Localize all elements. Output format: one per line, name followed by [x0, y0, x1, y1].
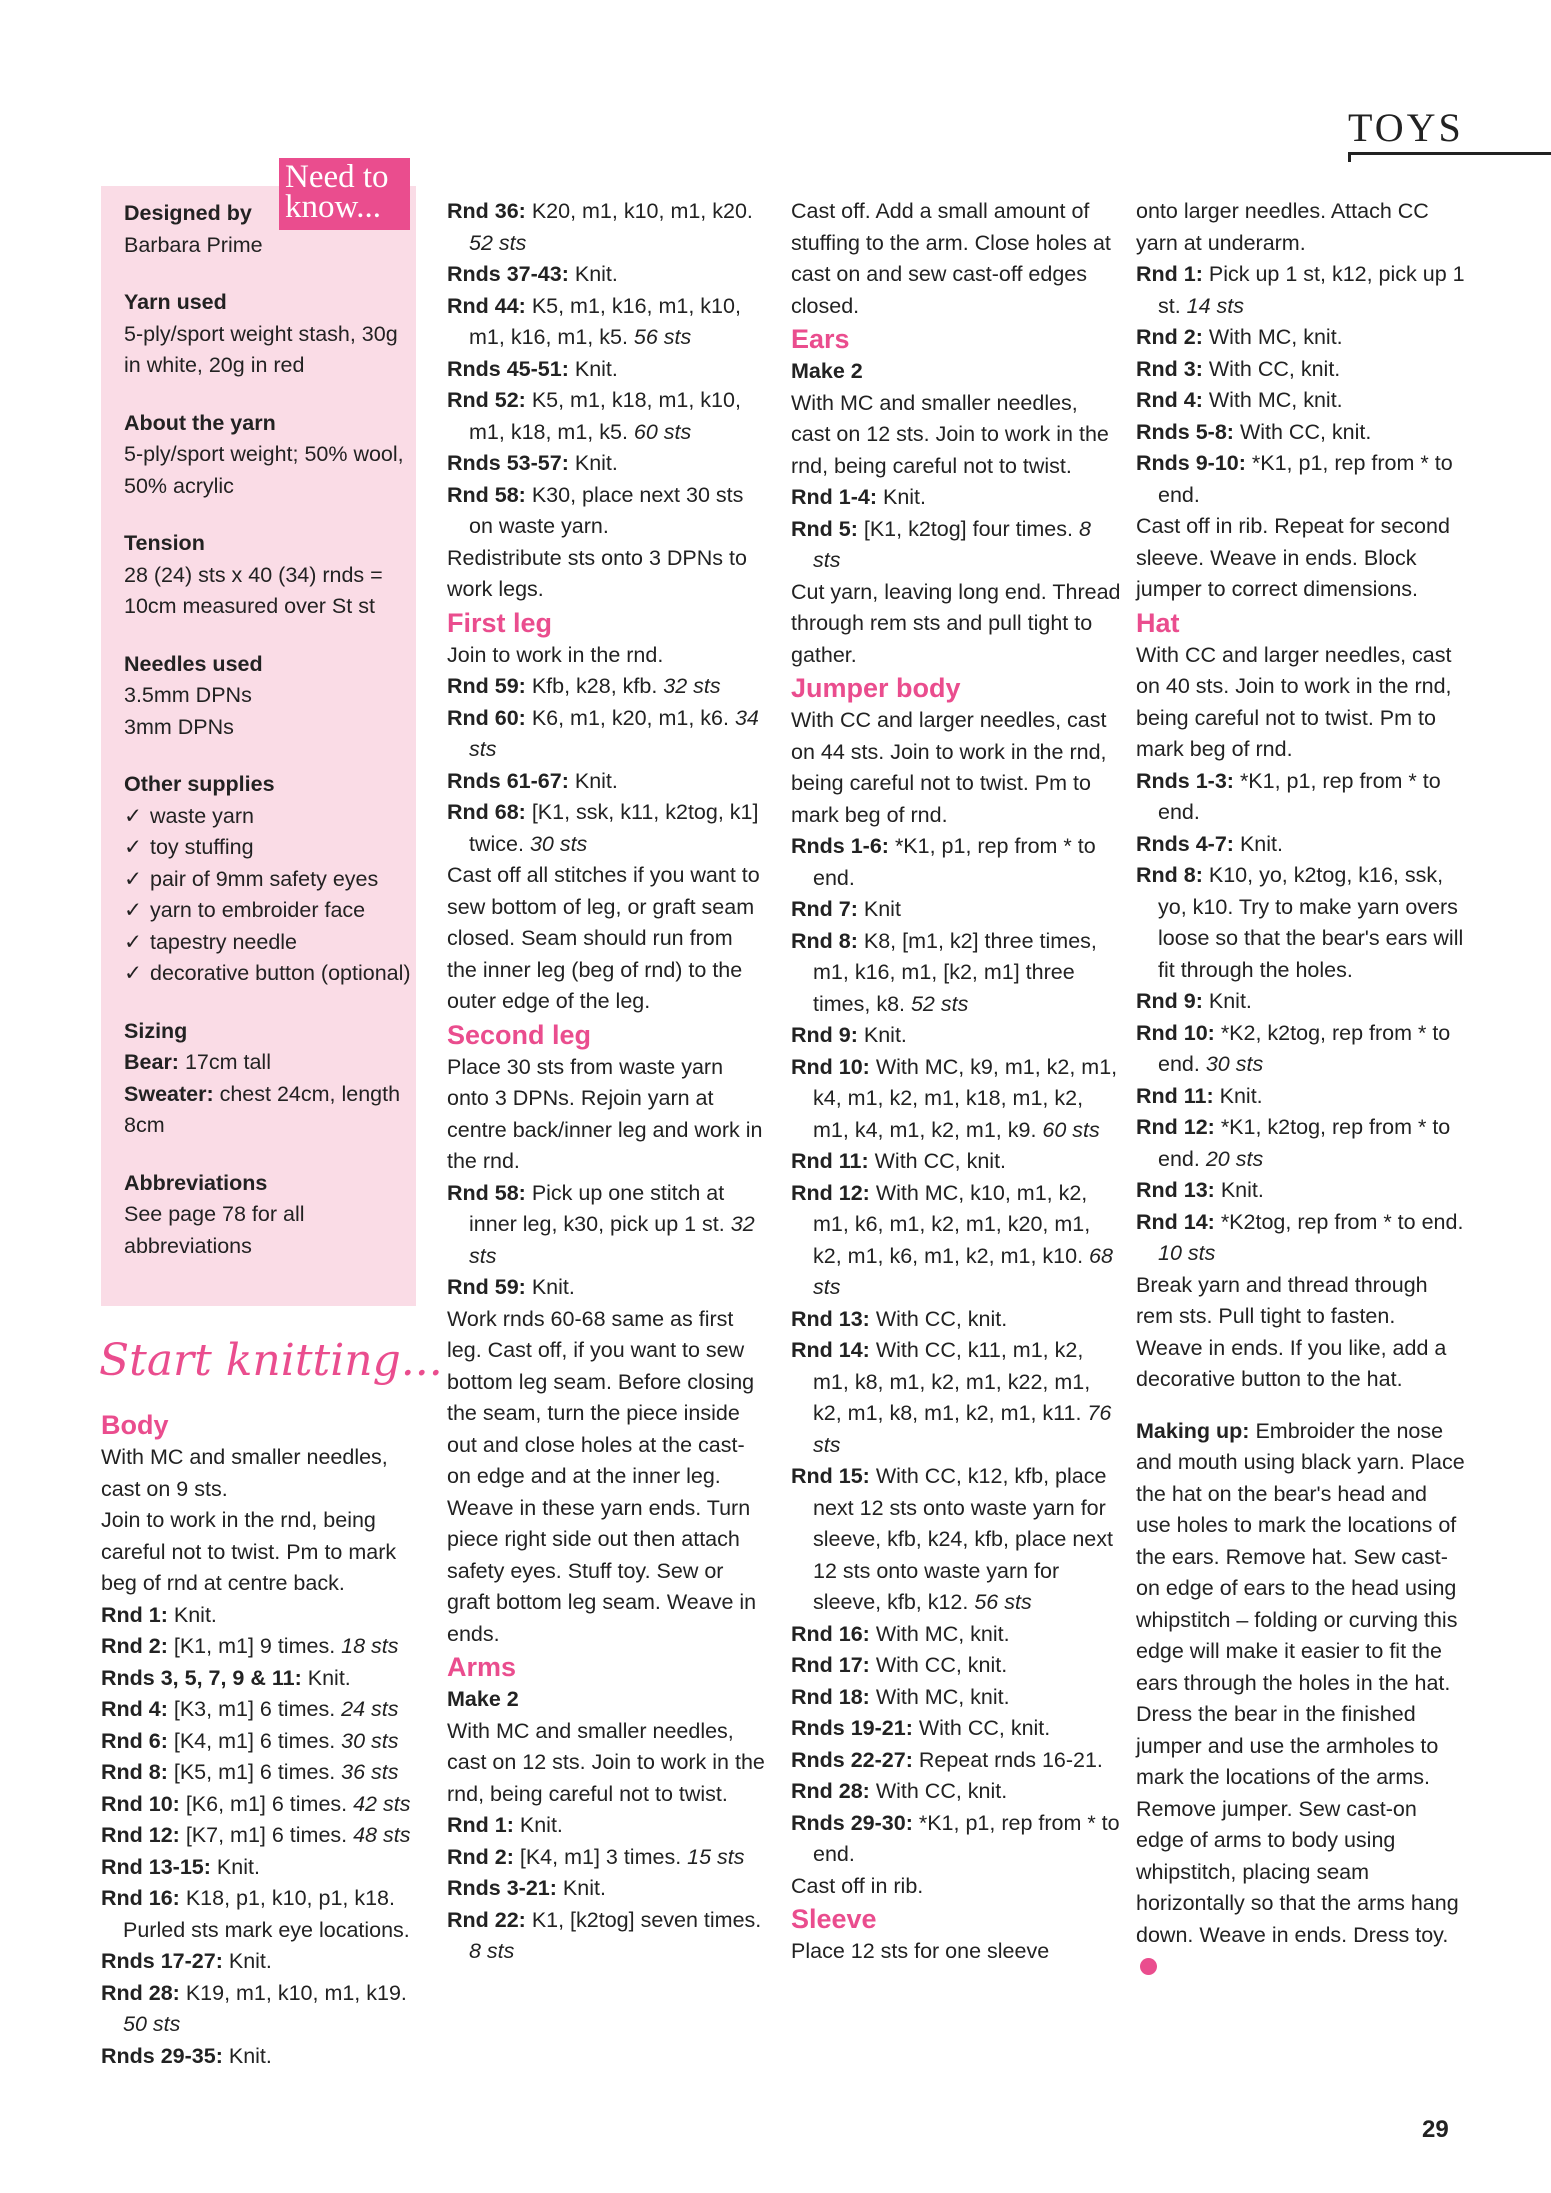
page-number: 29: [1422, 2116, 1449, 2143]
tick-icon: ✓: [124, 961, 143, 985]
needle-item: 3.5mm DPNs: [124, 683, 252, 707]
section-heading: Second leg: [447, 1019, 592, 1050]
paragraph: Cast off. Add a small amount of stuffing to the arm. Close holes at cast on and sew cast-off edges closed.: [791, 199, 1111, 318]
round-instruction: Rnds 3-21: Knit.: [447, 1876, 606, 1900]
round-instruction: Rnd 3: With CC, knit.: [1136, 356, 1341, 381]
supply-item: ✓ tapestry needle: [124, 927, 414, 959]
round-instruction: Rnd 10: *K2, k2tog, rep from * to end. 30 sts: [1136, 1020, 1451, 1076]
supplies-label: Other supplies: [124, 772, 275, 796]
paragraph: Cast off all stitches if you want to sew bottom of leg, or graft seam closed. Seam should run from the inner leg (beg of rnd) to the outer edge of the leg.: [447, 863, 760, 1013]
section-tag: TOYS: [1348, 105, 1464, 150]
round-instruction: Rnd 12: [K7, m1] 6 times. 48 sts: [101, 1823, 411, 1847]
round-instruction: Rnds 4-7: Knit.: [1136, 831, 1283, 856]
round-instruction: Rnd 13: Knit.: [1136, 1178, 1264, 1202]
paragraph: Work rnds 60-68 same as first leg. Cast off, if you want to sew bottom leg seam. Before closing the seam, turn the piece inside out and close holes at the cast-on edge and at the inner leg. Weave in these yarn ends. Turn piece right side out then attach safety eyes. Stuff toy. Sew or graft bottom leg seam. Weave in ends.: [447, 1306, 757, 1646]
round-instruction: Rnd 13: With CC, knit.: [791, 1306, 1008, 1331]
tick-icon: ✓: [124, 898, 143, 922]
round-instruction: Rnd 9: Knit.: [1136, 989, 1252, 1013]
round-instruction: Rnd 1: Knit.: [101, 1602, 217, 1627]
round-instruction: Rnds 53-57: Knit.: [447, 451, 618, 475]
round-instruction: Rnd 5: [K1, k2tog] four times. 8 sts: [791, 516, 1091, 572]
round-instruction: Rnd 2: [K1, m1] 9 times. 18 sts: [101, 1634, 399, 1658]
round-instruction: Rnds 22-27: Repeat rnds 16-21.: [791, 1747, 1103, 1772]
round-instruction: Rnd 2: [K4, m1] 3 times. 15 sts: [447, 1844, 745, 1869]
start-knitting-title: Start knitting...: [99, 1335, 443, 1386]
tension-block: [124, 528, 414, 623]
yarn-ball-icon: [1140, 1958, 1157, 1975]
needles-label: Needles used: [124, 651, 263, 676]
round-instruction: Rnd 17: With CC, knit.: [791, 1653, 1008, 1677]
tick-icon: ✓: [124, 929, 143, 954]
round-instruction: Rnd 16: With MC, knit.: [791, 1621, 1010, 1646]
paragraph: Join to work in the rnd, being careful not to twist. Pm to mark beg of rnd at centre back.: [101, 1508, 397, 1595]
paragraph: With MC and smaller needles, cast on 12 sts. Join to work in the rnd, being careful not to twist.: [447, 1718, 765, 1806]
need-to-know-content: [124, 198, 414, 1288]
abbreviations-value: See page 78 for all abbreviations: [124, 1202, 305, 1258]
round-instruction: Rnd 10: With MC, k9, m1, k2, m1, k4, m1, k2, m1, k18, m1, k2, m1, k4, m1, k2, m1, k9. 60 sts: [791, 1054, 1118, 1142]
round-instruction: Rnds 1-3: *K1, p1, rep from * to end.: [1136, 768, 1441, 824]
paragraph: With MC and smaller needles, cast on 12 sts. Join to work in the rnd, being careful not to twist.: [791, 390, 1109, 478]
designed-by-block: [124, 198, 414, 261]
round-instruction: Rnd 14: With CC, k11, m1, k2, m1, k8, m1, k2, m1, k22, m1, k2, m1, k8, m1, k2, m1, k11. 76 sts: [791, 1338, 1112, 1457]
section-heading: Arms: [447, 1652, 517, 1682]
paragraph: onto larger needles. Attach CC yarn at underarm.: [1136, 199, 1429, 255]
round-instruction: Rnd 11: With CC, knit.: [791, 1149, 1007, 1173]
round-instruction: Rnd 60: K6, m1, k20, m1, k6. 34 sts: [447, 705, 759, 761]
supply-item: ✓ yarn to embroider face: [124, 895, 414, 927]
section-rule: [1348, 152, 1551, 155]
round-instruction: Rnd 59: Knit.: [447, 1275, 575, 1299]
sizing-label: Sizing: [124, 1018, 188, 1043]
round-instruction: Rnds 5-8: With CC, knit.: [1136, 419, 1372, 444]
round-instruction: Rnd 16: K18, p1, k10, p1, k18. Purled sts mark eye locations.: [101, 1886, 410, 1942]
column-2: [447, 196, 767, 1968]
paragraph: Cut yarn, leaving long end. Thread through rem sts and pull tight to gather.: [791, 579, 1121, 667]
round-instruction: Rnd 2: With MC, knit.: [1136, 325, 1343, 349]
section-heading: First leg: [447, 607, 553, 638]
tension-value: 28 (24) sts x 40 (34) rnds = 10cm measured over St st: [124, 562, 383, 618]
round-instruction: Rnd 9: Knit.: [791, 1023, 907, 1047]
round-instruction: Rnds 17-27: Knit.: [101, 1949, 272, 1973]
abbreviations-label: Abbreviations: [124, 1170, 268, 1195]
section-heading: Jumper body: [791, 673, 961, 703]
paragraph: With CC and larger needles, cast on 44 sts. Join to work in the rnd, being careful not to twist. Pm to mark beg of rnd.: [791, 708, 1107, 827]
paragraph: Place 30 sts from waste yarn onto 3 DPNs. Rejoin yarn at centre back/inner leg and work in the rnd.: [447, 1054, 763, 1173]
section-rule-tick: [1348, 152, 1351, 162]
paragraph: Join to work in the rnd.: [447, 642, 664, 667]
round-instruction: Rnd 15: With CC, k12, kfb, place next 12 sts onto waste yarn for sleeve, kfb, k24, kfb, place next 12 sts onto waste yarn for sleeve, kfb, k12. 56 sts: [791, 1464, 1113, 1614]
about-yarn-value: 5-ply/sport weight; 50% wool, 50% acrylic: [124, 442, 404, 498]
round-instruction: Rnd 44: K5, m1, k16, m1, k10, m1, k16, m1, k5. 56 sts: [447, 293, 741, 349]
tension-label: Tension: [124, 531, 205, 555]
tick-icon: ✓: [124, 835, 143, 859]
about-yarn-block: [124, 408, 414, 503]
yarn-used-block: [124, 287, 414, 382]
round-instruction: Rnd 8: [K5, m1] 6 times. 36 sts: [101, 1760, 399, 1784]
needle-item: 3mm DPNs: [124, 714, 234, 739]
round-instruction: Rnd 22: K1, [k2tog] seven times. 8 sts: [447, 1907, 762, 1963]
making-up-paragraph: Making up: Embroider the nose and mouth using black yarn. Place the hat on the bear's head and use holes to mark the locations of the ears. Remove hat. Sew cast-on edge of ears to the head using whipstitch – folding or curving this edge will make it easier to fit the ears through the holes in the hat. Dress the bear in the finished jumper and use the armholes to mark the locations of the arms. Remove jumper. Sew cast-on edge of arms to body using whipstitch, placing seam horizontally so that the arms hang down. Weave in ends. Dress toy.: [1136, 1416, 1466, 1983]
round-instruction: Rnd 1: Pick up 1 st, k12, pick up 1 st. 14 sts: [1136, 262, 1465, 318]
round-instruction: Rnd 8: K10, yo, k2tog, k16, ssk, yo, k10. Try to make yarn overs loose so that the bear's ears will fit through the holes.: [1136, 863, 1464, 982]
round-instruction: Rnds 37-43: Knit.: [447, 262, 618, 286]
supply-item: ✓ toy stuffing: [124, 832, 414, 864]
round-instruction: Rnds 29-35: Knit.: [101, 2043, 272, 2068]
paragraph: With CC and larger needles, cast on 40 sts. Join to work in the rnd, being careful not to twist. Pm to mark beg of rnd.: [1136, 642, 1452, 761]
tick-icon: ✓: [124, 803, 143, 828]
paragraph: Cast off in rib. Repeat for second sleeve. Weave in ends. Block jumper to correct dimensions.: [1136, 514, 1450, 601]
about-yarn-label: About the yarn: [124, 410, 276, 435]
round-instruction: Rnds 1-6: *K1, p1, rep from * to end.: [791, 834, 1096, 890]
paragraph: Place 12 sts for one sleeve: [791, 1939, 1050, 1963]
round-instruction: Rnd 4: With MC, knit.: [1136, 388, 1343, 412]
round-instruction: Rnds 61-67: Knit.: [447, 768, 618, 793]
sizing-block: [124, 1016, 414, 1142]
round-instruction: Rnd 1: Knit.: [447, 1813, 563, 1837]
round-instruction: Rnd 12: With MC, k10, m1, k2, m1, k6, m1, k2, m1, k20, m1, k2, m1, k6, m1, k2, m1, k10. 68 sts: [791, 1180, 1113, 1299]
paragraph: Break yarn and thread through rem sts. Pull tight to fasten. Weave in ends. If you like, add a decorative button to the hat.: [1136, 1272, 1447, 1391]
yarn-used-value: 5-ply/sport weight stash, 30g in white, 20g in red: [124, 321, 398, 377]
make-count: Make 2: [447, 1687, 519, 1711]
column-4: [1136, 196, 1466, 1983]
paragraph: Cast off in rib.: [791, 1873, 924, 1898]
supply-item: ✓ pair of 9mm safety eyes: [124, 864, 414, 896]
round-instruction: Rnd 28: With CC, knit.: [791, 1779, 1008, 1803]
round-instruction: Rnds 45-51: Knit.: [447, 356, 618, 381]
section-heading: Hat: [1136, 607, 1180, 638]
designed-by-label: Designed by: [124, 201, 252, 225]
round-instruction: Rnd 10: [K6, m1] 6 times. 42 sts: [101, 1791, 411, 1816]
yarn-used-label: Yarn used: [124, 290, 227, 314]
round-instruction: Rnd 58: Pick up one stitch at inner leg, k30, pick up 1 st. 32 sts: [447, 1180, 755, 1268]
paragraph: With MC and smaller needles, cast on 9 sts.: [101, 1445, 388, 1501]
round-instruction: Rnds 3, 5, 7, 9 & 11: Knit.: [101, 1665, 351, 1690]
round-instruction: Rnd 59: Kfb, k28, kfb. 32 sts: [447, 674, 721, 698]
supply-item: ✓ waste yarn: [124, 801, 414, 833]
round-instruction: Rnd 28: K19, m1, k10, m1, k19. 50 sts: [101, 1980, 407, 2036]
sizing-sweater: Sweater: chest 24cm, length 8cm: [124, 1081, 401, 1137]
round-instruction: Rnd 68: [K1, ssk, k11, k2tog, k1] twice. 30 sts: [447, 800, 759, 856]
paragraph: Redistribute sts onto 3 DPNs to work legs.: [447, 545, 747, 601]
round-instruction: Rnd 7: Knit: [791, 897, 901, 921]
round-instruction: Rnd 14: *K2tog, rep from * to end. 10 sts: [1136, 1209, 1464, 1265]
round-instruction: Rnd 36: K20, m1, k10, m1, k20. 52 sts: [447, 199, 753, 255]
needles-block: [124, 649, 414, 744]
section-heading: Sleeve: [791, 1904, 877, 1934]
need-to-know-badge: Need to know...: [279, 158, 410, 230]
round-instruction: Rnd 58: K30, place next 30 sts on waste yarn.: [447, 482, 744, 538]
tick-icon: ✓: [124, 866, 143, 891]
round-instruction: Rnds 29-30: *K1, p1, rep from * to end.: [791, 1810, 1120, 1866]
round-instruction: Rnd 13-15: Knit.: [101, 1854, 260, 1879]
section-heading: Body: [101, 1410, 169, 1440]
supply-item: ✓ decorative button (optional): [124, 958, 414, 990]
round-instruction: Rnd 4: [K3, m1] 6 times. 24 sts: [101, 1697, 399, 1721]
supplies-block: [124, 769, 414, 990]
round-instruction: Rnd 1-4: Knit.: [791, 485, 926, 509]
abbreviations-block: [124, 1168, 414, 1263]
round-instruction: Rnd 18: With MC, knit.: [791, 1684, 1010, 1709]
round-instruction: Rnd 12: *K1, k2tog, rep from * to end. 20 sts: [1136, 1115, 1451, 1171]
section-heading: Ears: [791, 324, 850, 354]
round-instruction: Rnd 52: K5, m1, k18, m1, k10, m1, k18, m1, k5. 60 sts: [447, 388, 741, 444]
round-instruction: Rnds 19-21: With CC, knit.: [791, 1716, 1051, 1740]
round-instruction: Rnd 8: K8, [m1, k2] three times, m1, k16, m1, [k2, m1] three times, k8. 52 sts: [791, 928, 1097, 1016]
make-count: Make 2: [791, 359, 863, 383]
round-instruction: Rnd 11: Knit.: [1136, 1083, 1263, 1108]
sizing-bear: Bear: 17cm tall: [124, 1050, 271, 1074]
round-instruction: Rnd 6: [K4, m1] 6 times. 30 sts: [101, 1728, 399, 1753]
column-3: [791, 196, 1121, 1968]
column-1: [101, 1408, 431, 2072]
designed-by-value: Barbara Prime: [124, 232, 263, 257]
round-instruction: Rnds 9-10: *K1, p1, rep from * to end.: [1136, 451, 1453, 507]
